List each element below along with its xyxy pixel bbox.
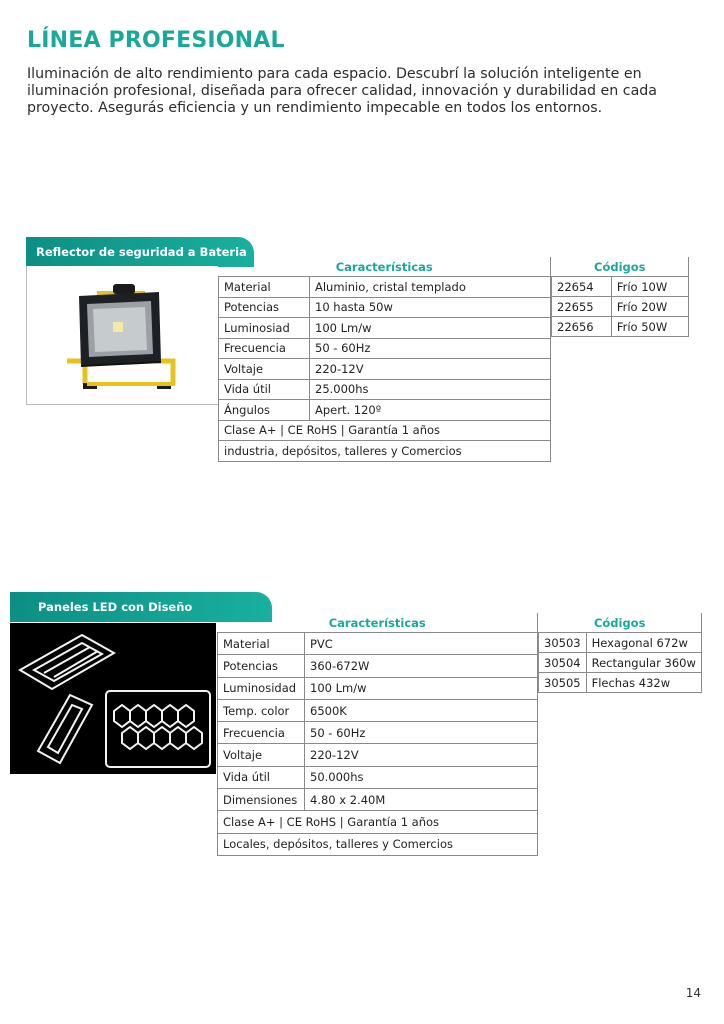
spec-key: Voltaje [219,359,310,380]
spec-value: 100 Lm/w [310,318,551,339]
features-header: Características [219,257,551,277]
spec-value: Aluminio, cristal templado [310,277,551,298]
intro-paragraph: Iluminación de alto rendimiento para cada espacio. Descubrí la solución inteligente en iluminación profesional, diseñada para ofrecer calidad, innovación y durabilidad en cada proyecto. Asegurás eficiencia y un rendimiento impecable en todos los entornos. [27,66,657,116]
spec-value: 50 - 60Hz [305,722,538,744]
spec-value: 10 hasta 50w [310,297,551,318]
usage-note: industria, depósitos, talleres y Comercios [219,441,551,462]
spec-value: 4.80 x 2.40M [305,789,538,811]
code-description: Frío 10W [611,277,688,297]
product-code: 30505 [539,673,587,693]
spec-key: Luminosidad [218,677,305,699]
spec-value: PVC [305,633,538,655]
spec-key: Ángulos [219,400,310,421]
led-panel-icon [10,623,216,774]
spec-key: Dimensiones [218,789,305,811]
product-code: 22654 [552,277,612,297]
codes-table-panels [538,613,702,693]
floodlight-image [26,266,218,405]
features-table-reflector [218,257,551,462]
features-header: Características [218,613,538,633]
certification-note: Clase A+ | CE RoHS | Garantía 1 años [219,420,551,441]
spec-key: Material [218,633,305,655]
spec-value: 50.000hs [305,766,538,788]
spec-value: 25.000hs [310,379,551,400]
spec-value: 100 Lm/w [305,677,538,699]
spec-key: Material [219,277,310,298]
codes-header: Códigos [552,257,689,277]
spec-key: Frecuencia [219,338,310,359]
spec-key: Vida útil [219,379,310,400]
product-code: 22655 [552,297,612,317]
spec-key: Temp. color [218,699,305,721]
led-panels-image [10,623,216,774]
code-description: Hexagonal 672w [586,633,701,653]
code-description: Rectangular 360w [586,653,701,673]
product-code: 30503 [539,633,587,653]
product-code: 22656 [552,317,612,337]
usage-note: Locales, depósitos, talleres y Comercios [218,833,538,855]
spec-value: 220-12V [310,359,551,380]
spec-key: Voltaje [218,744,305,766]
spec-value: 360-672W [305,655,538,677]
codes-header: Códigos [539,613,702,633]
spec-value: 50 - 60Hz [310,338,551,359]
features-table-panels [217,613,538,856]
spec-key: Potencias [218,655,305,677]
product-tag-reflector: Reflector de seguridad a Bateria [26,237,254,267]
spec-key: Potencias [219,297,310,318]
code-description: Flechas 432w [586,673,701,693]
spec-key: Vida útil [218,766,305,788]
code-description: Frío 50W [611,317,688,337]
spec-value: 6500K [305,699,538,721]
code-description: Frío 20W [611,297,688,317]
spec-value: Apert. 120º [310,400,551,421]
product-code: 30504 [539,653,587,673]
floodlight-icon [27,266,218,404]
page-title: LÍNEA PROFESIONAL [27,28,285,53]
spec-key: Luminosiad [219,318,310,339]
spec-value: 220-12V [305,744,538,766]
certification-note: Clase A+ | CE RoHS | Garantía 1 años [218,811,538,833]
codes-table-reflector [551,257,689,337]
spec-key: Frecuencia [218,722,305,744]
page-number: 14 [685,986,701,1000]
product-tag-panels: Paneles LED con Diseño [10,592,272,622]
